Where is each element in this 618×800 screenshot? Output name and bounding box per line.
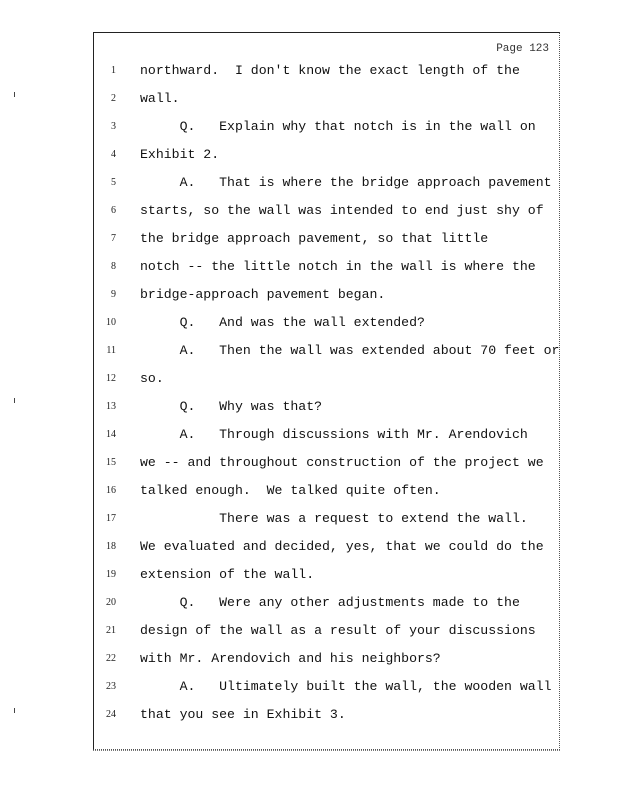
margin-mark	[14, 398, 15, 403]
transcript-line	[94, 309, 559, 337]
line-text: We evaluated and decided, yes, that we could do the	[140, 539, 544, 554]
line-number: 21	[106, 625, 116, 636]
line-number: 24	[106, 709, 116, 720]
line-number: 17	[106, 513, 116, 524]
transcript-line	[94, 365, 559, 393]
line-text: so.	[140, 371, 164, 386]
line-text: the bridge approach pavement, so that little	[140, 231, 489, 246]
transcript-line	[94, 561, 559, 589]
transcript-line	[94, 477, 559, 505]
transcript-line	[94, 589, 559, 617]
line-text: There was a request to extend the wall.	[140, 511, 528, 526]
line-number: 16	[106, 485, 116, 496]
line-number: 8	[111, 261, 116, 272]
transcript-page	[93, 32, 560, 750]
transcript-line	[94, 253, 559, 281]
transcript-line	[94, 197, 559, 225]
line-number: 4	[111, 149, 116, 160]
line-text: A. That is where the bridge approach pavement	[140, 175, 552, 190]
line-number: 15	[106, 457, 116, 468]
transcript-line	[94, 645, 559, 673]
transcript-line	[94, 337, 559, 365]
transcript-line	[94, 421, 559, 449]
line-number: 6	[111, 205, 116, 216]
transcript-line	[94, 169, 559, 197]
transcript-line	[94, 85, 559, 113]
line-text: we -- and throughout construction of the project we	[140, 455, 544, 470]
line-text: A. Ultimately built the wall, the wooden wall	[140, 679, 552, 694]
transcript-line	[94, 617, 559, 645]
transcript-line	[94, 449, 559, 477]
line-text: wall.	[140, 91, 180, 106]
line-number: 3	[111, 121, 116, 132]
transcript-line	[94, 113, 559, 141]
transcript-lines	[94, 57, 559, 729]
transcript-line	[94, 673, 559, 701]
line-text: northward. I don't know the exact length of the	[140, 63, 520, 78]
line-number: 14	[106, 429, 116, 440]
line-number: 9	[111, 289, 116, 300]
line-text: A. Through discussions with Mr. Arendovich	[140, 427, 528, 442]
line-number: 2	[111, 93, 116, 104]
line-number: 5	[111, 177, 116, 188]
margin-mark	[14, 708, 15, 713]
line-text: extension of the wall.	[140, 567, 315, 582]
line-text: with Mr. Arendovich and his neighbors?	[140, 651, 441, 666]
transcript-line	[94, 281, 559, 309]
transcript-line	[94, 505, 559, 533]
line-text: that you see in Exhibit 3.	[140, 707, 346, 722]
line-number: 18	[106, 541, 116, 552]
line-number: 1	[111, 65, 116, 76]
line-number: 12	[106, 373, 116, 384]
line-text: A. Then the wall was extended about 70 feet or	[140, 343, 560, 358]
transcript-line	[94, 57, 559, 85]
line-text: starts, so the wall was intended to end just shy of	[140, 203, 544, 218]
line-number: 19	[106, 569, 116, 580]
line-text: Q. Why was that?	[140, 399, 323, 414]
transcript-line	[94, 225, 559, 253]
line-text: Q. And was the wall extended?	[140, 315, 425, 330]
line-text: bridge-approach pavement began.	[140, 287, 386, 302]
line-text: talked enough. We talked quite often.	[140, 483, 441, 498]
page-number: Page 123	[496, 43, 549, 55]
line-number: 11	[106, 345, 116, 356]
line-text: notch -- the little notch in the wall is where the	[140, 259, 536, 274]
transcript-line	[94, 141, 559, 169]
line-number: 7	[111, 233, 116, 244]
line-text: Q. Were any other adjustments made to the	[140, 595, 520, 610]
line-number: 22	[106, 653, 116, 664]
transcript-line	[94, 701, 559, 729]
line-text: Q. Explain why that notch is in the wall on	[140, 119, 536, 134]
line-text: design of the wall as a result of your discussions	[140, 623, 536, 638]
line-number: 13	[106, 401, 116, 412]
page-footer-rule	[93, 748, 560, 751]
line-number: 23	[106, 681, 116, 692]
line-number: 10	[106, 317, 116, 328]
transcript-line	[94, 533, 559, 561]
transcript-line	[94, 393, 559, 421]
line-text: Exhibit 2.	[140, 147, 220, 162]
line-number: 20	[106, 597, 116, 608]
margin-mark	[14, 92, 15, 97]
